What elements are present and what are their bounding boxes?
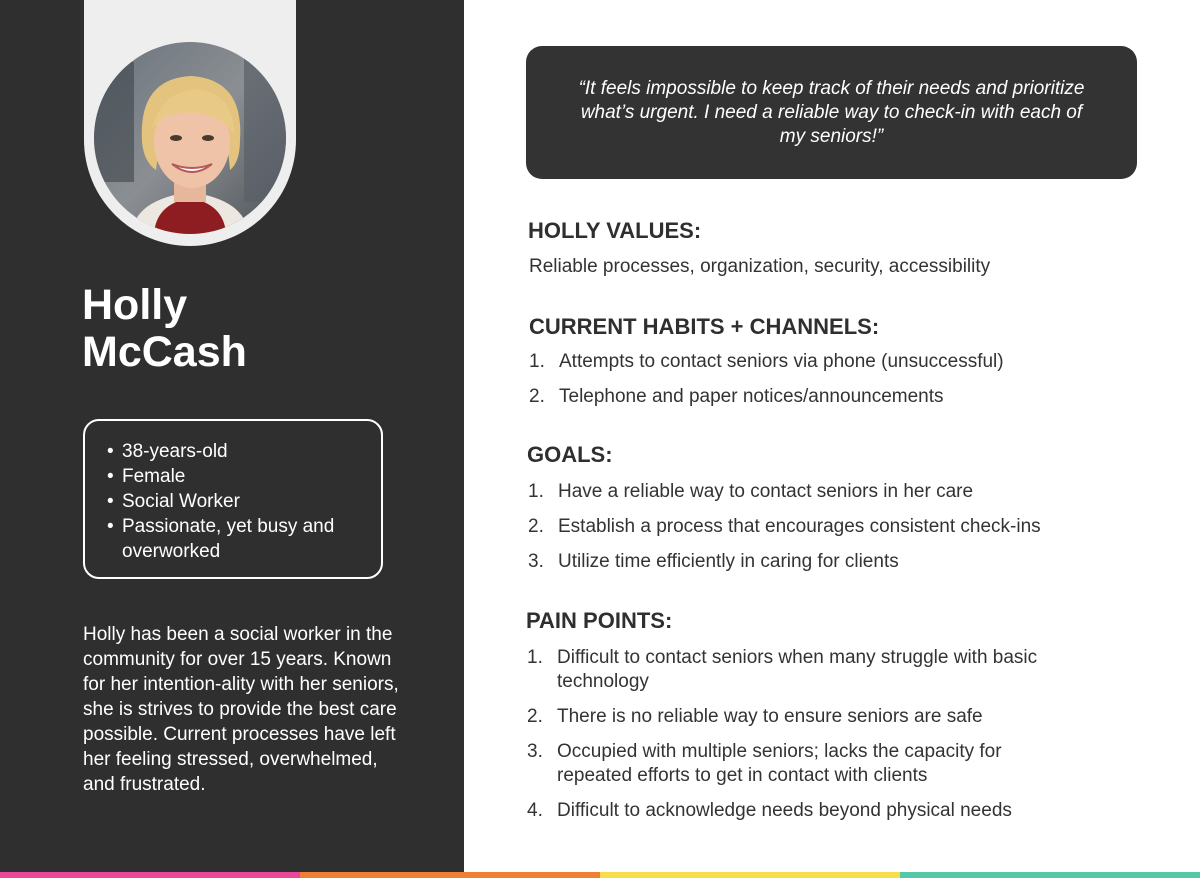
trait-item: • Social Worker (107, 489, 377, 514)
item-number: 3. (527, 741, 543, 762)
item-text: Attempts to contact seniors via phone (unsuccessful) (559, 351, 1004, 372)
name-first: Holly (82, 281, 188, 329)
accent-segment (900, 872, 1200, 878)
pain-points-heading: PAIN POINTS: (526, 608, 673, 633)
list-item (527, 646, 1087, 694)
accent-segment (600, 872, 900, 878)
habits-list (529, 350, 1129, 409)
item-number: 1. (529, 351, 545, 372)
avatar (94, 42, 286, 234)
accent-segment (300, 872, 600, 878)
list-item (527, 705, 1087, 729)
persona-bio: Holly has been a social worker in the community for over 15 years. Known for her intention-ality with her seniors, she is strives to provide the best care possible. Current processes have left her feeling stressed, overwhelmed, and frustrated. (83, 624, 399, 795)
persona-name (82, 282, 247, 376)
portrait-icon (94, 42, 286, 234)
list-item (529, 385, 1129, 409)
list-item (528, 480, 1148, 504)
item-number: 1. (528, 481, 544, 502)
item-number: 1. (527, 647, 543, 668)
habits-heading: CURRENT HABITS + CHANNELS: (529, 314, 880, 339)
values-heading: HOLLY VALUES: (528, 218, 702, 243)
item-text: Difficult to acknowledge needs beyond physical needs (557, 800, 1012, 821)
list-item (529, 350, 1129, 374)
goals-list (528, 480, 1148, 574)
item-text: There is no reliable way to ensure seniors are safe (557, 706, 983, 727)
pain-points-list (527, 646, 1087, 823)
item-number: 2. (527, 706, 543, 727)
persona-quote: “It feels impossible to keep track of their needs and prioritize what’s urgent. I need a reliable way to check-in with each of my seniors!” (578, 77, 1085, 147)
item-text: Occupied with multiple seniors; lacks the capacity for repeated efforts to get in contact with clients (557, 741, 1002, 786)
persona-sidebar (0, 0, 464, 872)
values-text: Reliable processes, organization, security, accessibility (529, 256, 991, 277)
accent-segment (0, 872, 300, 878)
quote-box (526, 46, 1137, 179)
traits-box (83, 419, 383, 579)
accent-bar (0, 872, 1200, 878)
item-number: 4. (527, 800, 543, 821)
item-text: Difficult to contact seniors when many struggle with basic technology (557, 647, 1038, 692)
trait-item: • Female (107, 464, 377, 489)
list-item (527, 740, 1087, 788)
item-text: Telephone and paper notices/announcements (559, 386, 944, 407)
item-text: Establish a process that encourages consistent check-ins (558, 516, 1041, 537)
traits-list (107, 439, 377, 564)
item-number: 3. (528, 551, 544, 572)
item-number: 2. (528, 516, 544, 537)
trait-item: • Passionate, yet busy and overworked (107, 514, 377, 564)
item-number: 2. (529, 386, 545, 407)
trait-item: • 38-years-old (107, 439, 377, 464)
list-item (528, 550, 1148, 574)
name-last: McCash (82, 328, 247, 376)
item-text: Utilize time efficiently in caring for clients (558, 551, 899, 572)
list-item (527, 799, 1087, 823)
item-text: Have a reliable way to contact seniors in her care (558, 481, 974, 502)
goals-heading: GOALS: (527, 442, 613, 467)
list-item (528, 515, 1148, 539)
